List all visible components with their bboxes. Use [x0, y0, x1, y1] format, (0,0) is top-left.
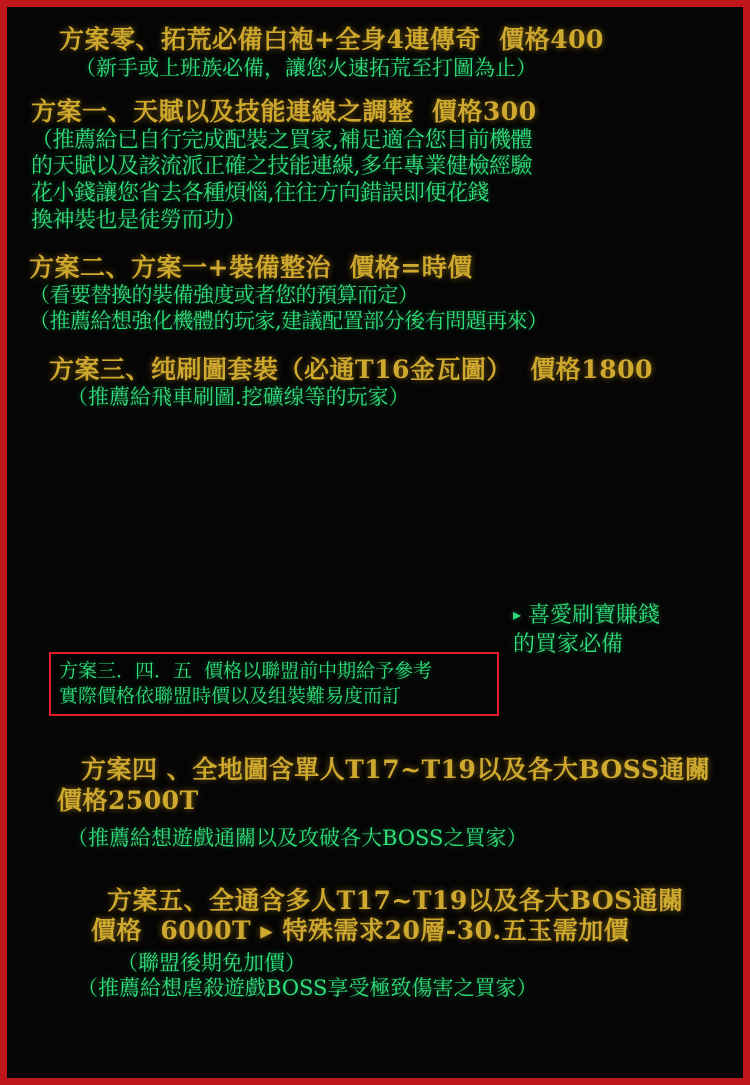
poster-content	[7, 7, 743, 1078]
plan-block-4	[21, 755, 729, 852]
side-note-line-2: 的買家必備	[513, 631, 624, 657]
lower-plans	[7, 755, 743, 1008]
plan-block-3	[49, 355, 729, 411]
plan-3-heading: 方案三、纯刷圖套裝（必通T16金瓦圖） 價格1800	[49, 354, 653, 384]
plan-1-note-1: 的天賦以及該流派正確之技能連線,多年專業健檢經驗	[31, 154, 532, 180]
plan-2-note-0: （看要替換的裝備強度或者您的預算而定）	[29, 283, 419, 308]
plan-block-2	[29, 253, 729, 335]
boxed-note-line-2: 實際價格依聯盟時價以及组裝難易度而訂	[59, 684, 402, 707]
side-note	[513, 602, 723, 659]
plan-block-5	[21, 886, 729, 1002]
arrow-icon: ▸	[513, 605, 522, 624]
plan-4-note-0: （推薦給想遊戲通關以及攻破各大BOSS之買家）	[67, 826, 528, 850]
plan-4-heading-line-2: 價格2500T	[57, 785, 199, 815]
plan-4-heading-line-1: 方案四 、全地圖含單人T17~T19以及各大BOSS通關	[81, 755, 711, 784]
plan-5-heading-line-2: 價格 6000T ▸ 特殊需求20層-30.五玉需加價	[91, 916, 630, 946]
boxed-price-note	[49, 652, 499, 716]
plan-1-note-3: 換神裝也是徒勞而功）	[31, 208, 247, 234]
plan-1-note-0: （推薦給已自行完成配裝之買家,補足適合您目前機體	[31, 127, 532, 153]
plan-3-note-0: （推薦給飛車刷圖.挖礦缐等的玩家）	[67, 385, 410, 410]
plan-0-note-0: （新手或上班族必備，讓您火速拓荒至打圖為止）	[75, 55, 537, 80]
plan-1-heading: 方案一、天賦以及技能連線之調整 價格300	[31, 97, 537, 127]
plan-block-1	[31, 97, 729, 235]
plan-5-heading-line-1: 方案五、全通含多人T17~T19以及各大BOS通關	[107, 885, 684, 915]
plan-5-note-1: （推薦給想虐殺遊戲BOSS享受極致傷害之買家）	[77, 976, 538, 1001]
plan-5-note-0: （聯盟後期免加價）	[117, 950, 306, 975]
boxed-note-line-1: 方案三．四．五 價格以聯盟前中期給予參考	[59, 660, 433, 682]
plan-0-heading: 方案零、拓荒必備白袍+全身4連傳奇 價格400	[59, 25, 604, 54]
plan-block-0	[59, 25, 729, 81]
plan-2-heading: 方案二、方案一+裝備整治 價格=時價	[29, 252, 473, 282]
plan-1-note-2: 花小錢讓您省去各種煩惱,往往方向錯誤即便花錢	[31, 181, 489, 207]
plan-2-note-1: （推薦給想強化機體的玩家,建議配置部分後有問題再來）	[29, 309, 548, 334]
side-note-line-1: 喜愛刷寶賺錢	[528, 603, 661, 628]
